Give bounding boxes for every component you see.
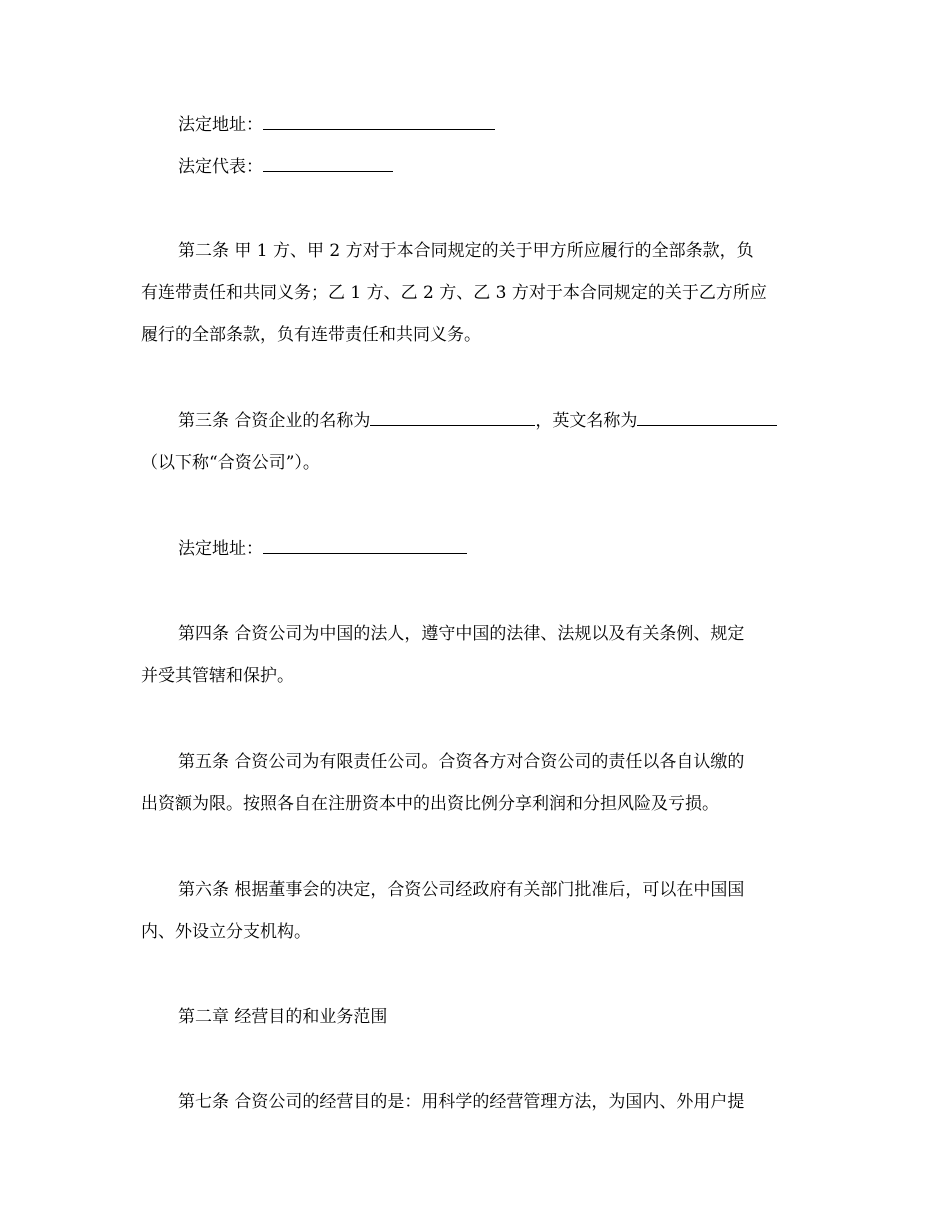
article-5-line-1: 第五条 合资公司为有限责任公司。合资各方对合资公司的责任以各自认缴的 — [178, 752, 745, 772]
article-2-line-2: 有连带责任和共同义务；乙 1 方、乙 2 方、乙 3 方对于本合同规定的关于乙方所应 — [141, 283, 767, 303]
article-3-line-1 — [178, 411, 811, 432]
chapter-2-heading: 第二章 经营目的和业务范围 — [178, 1007, 388, 1027]
company-name-blank — [370, 411, 535, 426]
article-4-line-2: 并受其管辖和保护。 — [141, 666, 294, 686]
article-3-line-2: （以下称“合资公司”）。 — [141, 453, 320, 473]
legal-address-blank-2 — [263, 539, 467, 554]
article-2-line-3: 履行的全部条款，负有连带责任和共同义务。 — [141, 325, 481, 345]
article-2-line-1: 第二条 甲 1 方、甲 2 方对于本合同规定的关于甲方所应履行的全部条款，负 — [178, 241, 754, 261]
legal-address-blank — [263, 115, 495, 130]
english-name-blank — [637, 411, 777, 426]
article-6-line-2: 内、外设立分支机构。 — [141, 922, 311, 942]
article-7-line-1: 第七条 合资公司的经营目的是：用科学的经营管理方法，为国内、外用户提 — [178, 1092, 745, 1112]
legal-address-label-2: 法定地址： — [178, 539, 263, 559]
article-3-name-label: 第三条 合资企业的名称为 — [178, 411, 371, 431]
article-4-line-1: 第四条 合资公司为中国的法人，遵守中国的法律、法规以及有关条例、规定 — [178, 624, 745, 644]
legal-address-label: 法定地址： — [178, 115, 263, 135]
legal-representative-line — [178, 157, 811, 178]
article-6-line-1: 第六条 根据董事会的决定，合资公司经政府有关部门批准后，可以在中国国 — [178, 880, 745, 900]
article-3-english-name-label: ，英文名称为 — [535, 411, 638, 431]
legal-address-line-1 — [178, 115, 811, 136]
legal-address-line-2 — [178, 539, 811, 560]
article-5-line-2: 出资额为限。按照各自在注册资本中的出资比例分享利润和分担风险及亏损。 — [141, 794, 719, 814]
legal-representative-label: 法定代表： — [178, 157, 263, 177]
legal-representative-blank — [263, 157, 393, 172]
